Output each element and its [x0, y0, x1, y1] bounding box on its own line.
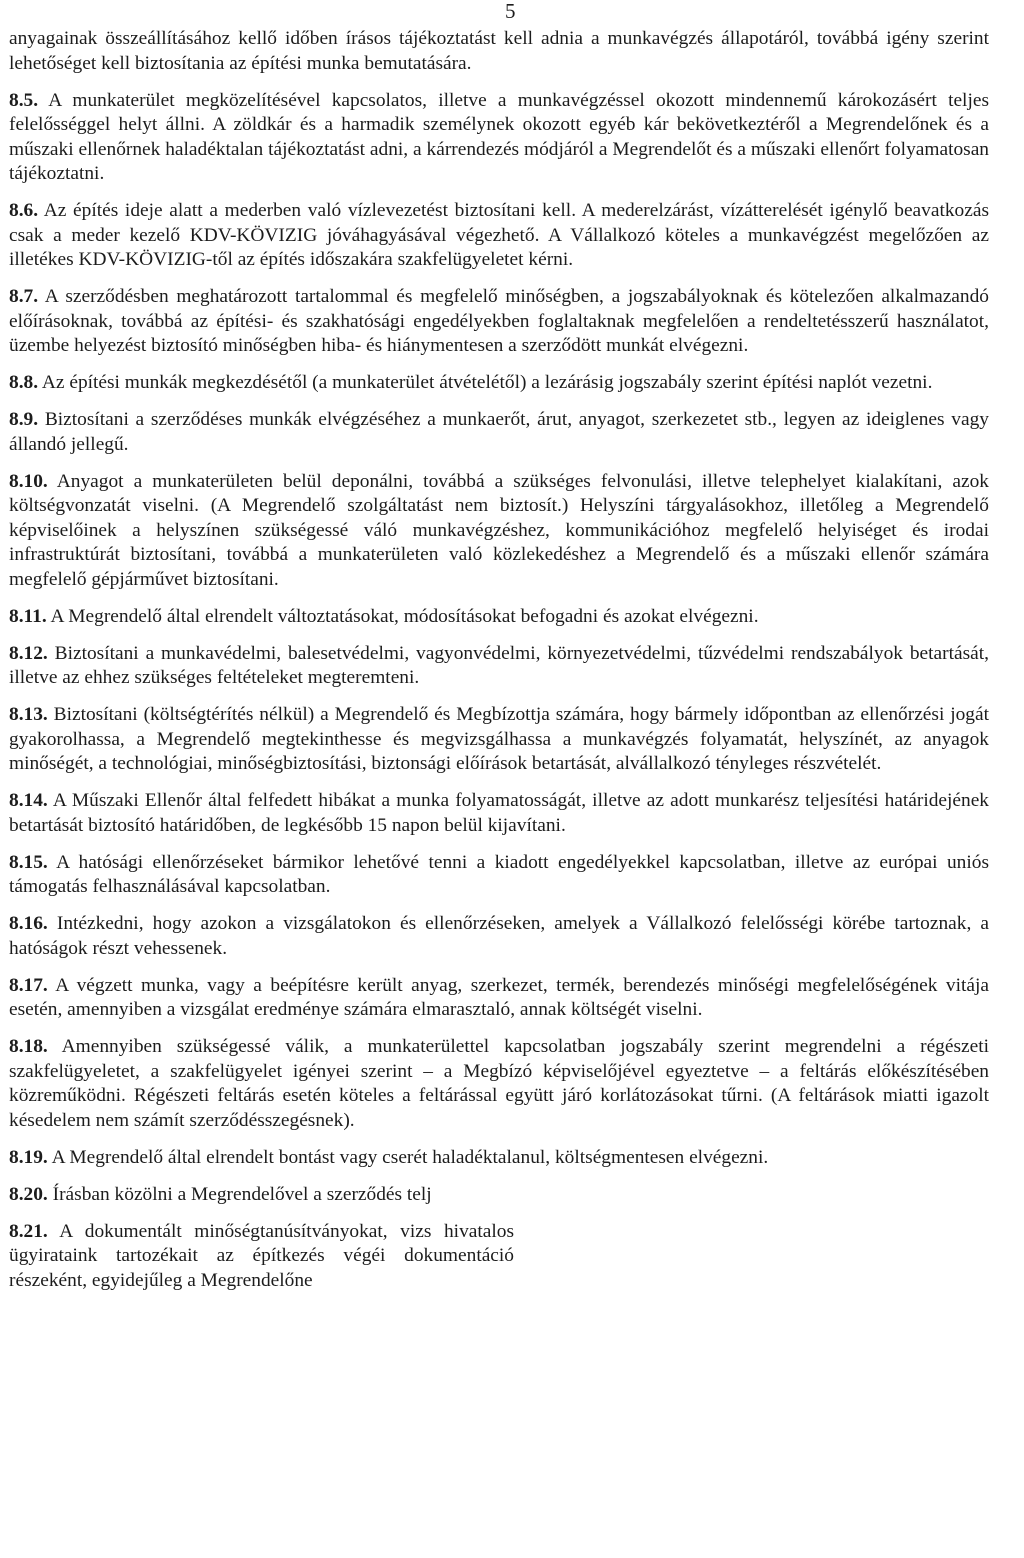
paragraph-text: A munkaterület megközelítésével kapcsolatos, illetve a munkavégzéssel okozott mindennemű károkozásért teljes felelősséggel helyt állni. A zöldkár és a harmadik személynek okozott egyéb kár bekövetkeztéről a Megrendelőnek és a műszaki ellenőrnek haladéktalan tájékoztatást adni, a kárrendezés módjáról a Megrendelőt és a műszaki ellenőrt folyamatosan tájékoztatni.	[9, 89, 989, 184]
paragraph-text: A szerződésben meghatározott tartalommal és megfelelő minőségben, a jogszabályoknak és kötelezően alkalmazandó előírásoknak, továbbá az építési- és szakhatósági engedélyekben foglaltaknak megfelelően a rendeltetésszerű használatot, üzembe helyezést biztosító minőségben hiba- és hiánymentesen a szerződött munkát elvégezni.	[9, 286, 989, 356]
paragraph-number: 8.15.	[9, 851, 48, 873]
paragraph-8-12	[9, 642, 989, 691]
paragraph-8-15	[9, 851, 989, 900]
paragraph-8-13	[9, 703, 989, 777]
paragraph-8-9	[9, 408, 989, 457]
paragraph-number: 8.17.	[9, 974, 48, 996]
paragraph-8-5	[9, 89, 989, 187]
paragraph-8-21	[9, 1220, 514, 1294]
paragraph-text: A dokumentált minőségtanúsítványokat, vizs hivatalos ügyirataink tartozékait az építkezés végéi dokumentáció részeként, egyidejűleg a Megrendelőne	[9, 1220, 514, 1291]
paragraph-number: 8.20.	[9, 1183, 48, 1205]
paragraph-text: A Megrendelő által elrendelt bontást vagy cserét haladéktalanul, költségmentesen elvégezni.	[51, 1146, 769, 1168]
paragraph-number: 8.16.	[9, 913, 48, 934]
paragraph-text: A Megrendelő által elrendelt változtatásokat, módosításokat befogadni és azokat elvégezni.	[50, 605, 759, 627]
paragraph-number: 8.6.	[9, 200, 39, 221]
paragraph-text: Biztosítani a munkavédelmi, balesetvédelmi, vagyonvédelmi, környezetvédelmi, tűzvédelmi rendszabályok betartását, illetve az ehhez szükséges feltételeket megteremteni.	[9, 642, 989, 688]
paragraph-text: Biztosítani a szerződéses munkák elvégzéséhez a munkaerőt, árut, anyagot, szerkezetet stb., legyen az ideiglenes vagy állandó jellegű.	[9, 409, 989, 455]
paragraph-8-18	[9, 1035, 989, 1133]
paragraph-text: Az építési munkák megkezdésétől (a munkaterület átvételétől) a lezárásig jogszabály szerint építési naplót vezetni.	[41, 372, 933, 393]
paragraph-text: A végzett munka, vagy a beépítésre került anyag, szerkezet, termék, berendezés minőségi megfelelőségének vitája esetén, amennyiben a vizsgálat eredménye számára elmarasztaló, annak költségét viselni.	[9, 974, 989, 1020]
paragraph-8-14	[9, 789, 989, 838]
paragraph-8-10	[9, 470, 989, 593]
paragraph-text: Írásban közölni a Megrendelővel a szerződés telj	[52, 1183, 432, 1205]
paragraph-text: Anyagot a munkaterületen belül deponálni, továbbá a szükséges felvonulási, illetve telephelyet kialakítani, azok költségvonzatát viselni. (A Megrendelő szolgáltatást nem biztosít.) Helyszíni tárgyalásokhoz, illetőleg a Megrendelő képviselőinek a helyszínen szükségessé váló munkavégzéshez, kommunikációhoz megfelelő helyiséget és irodai infrastruktúrát biztosítani, továbbá a munkaterületen való közlekedéshez a Megrendelő és a műszaki ellenőr számára megfelelő gépjárművet biztosítani.	[9, 470, 989, 590]
paragraph-text: anyagainak összeállításához kellő időben írásos tájékoztatást kell adnia a munkavégzés állapotáról, továbbá igény szerint lehetőséget kell biztosítania az építési munka bemutatására.	[9, 28, 989, 74]
paragraph-8-17	[9, 974, 989, 1023]
paragraph-number: 8.19.	[9, 1146, 48, 1168]
paragraph-text: Az építés ideje alatt a mederben való vízlevezetést biztosítani kell. A mederelzárást, vízátterelését igénylő beavatkozás csak a meder kezelő KDV-KÖVIZIG jóváhagyásával végezhető. A Vállalkozó köteles a munkavégzést megelőzően az illetékes KDV-KÖVIZIG-től az építés időszakára szakfelügyeletet kérni.	[9, 200, 990, 270]
page-number: 5	[505, 0, 516, 23]
paragraph-8-16	[9, 912, 989, 961]
paragraph-number: 8.14.	[9, 790, 48, 811]
paragraph-text: Amennyiben szükségessé válik, a munkaterülettel kapcsolatban jogszabály szerint megrendelni a régészeti szakfelügyeletet, a szakfelügyelet igényei szerint – a Megbízó képviselőjével egyeztetve – a feltárás előkészítésében közreműködni. Régészeti feltárás esetén köteles a feltárással együtt járó korlátozásokat tűrni. (A feltárások miatti igazolt késedelem nem számít szerződésszegésnek).	[9, 1036, 990, 1131]
paragraph-text: Intézkedni, hogy azokon a vizsgálatokon és ellenőrzéseken, amelyek a Vállalkozó felelősségi körébe tartoznak, a hatóságok részt vehessenek.	[9, 913, 989, 959]
paragraph-text: A hatósági ellenőrzéseket bármikor lehetővé tenni a kiadott engedélyekkel kapcsolatban, illetve az európai uniós támogatás felhasználásával kapcsolatban.	[9, 851, 989, 897]
paragraph-8-6	[9, 199, 989, 273]
paragraph-number: 8.7.	[9, 286, 39, 307]
paragraph-text: A Műszaki Ellenőr által felfedett hibákat a munka folyamatosságát, illetve az adott munkarész teljesítési határidejének betartását biztosító határidőben, de legkésőbb 15 napon belül kijavítani.	[9, 790, 989, 836]
paragraph-number: 8.10.	[9, 470, 48, 492]
paragraph-8-19	[9, 1146, 989, 1171]
paragraph-number: 8.12.	[9, 642, 48, 664]
paragraph-number: 8.13.	[9, 704, 48, 725]
paragraph-number: 8.5.	[9, 89, 39, 111]
paragraph-text: Biztosítani (költségtérítés nélkül) a Megrendelő és Megbízottja számára, hogy bármely időpontban az ellenőrzési jogát gyakorolhassa, a Megrendelő megtekinthesse és megvizsgálhassa a munkavégzés folyamatát, helyszínét, az anyagok minőségét, a technológiai, minőségbiztosítási, biztonsági előírások betartását, alvállalkozó tényleges részvételét.	[9, 704, 989, 774]
paragraph-number: 8.18.	[9, 1036, 48, 1057]
paragraph-number: 8.9.	[9, 409, 39, 430]
paragraph-number: 8.21.	[9, 1220, 48, 1242]
paragraph-8-8	[9, 371, 989, 396]
paragraph-8-11	[9, 605, 989, 630]
paragraph-8-7	[9, 285, 989, 359]
paragraph-number: 8.11.	[9, 605, 47, 627]
paragraph-number: 8.8.	[9, 372, 39, 393]
paragraph-8-20	[9, 1183, 529, 1208]
document-body	[9, 27, 989, 1306]
paragraph-continuation	[9, 27, 989, 76]
